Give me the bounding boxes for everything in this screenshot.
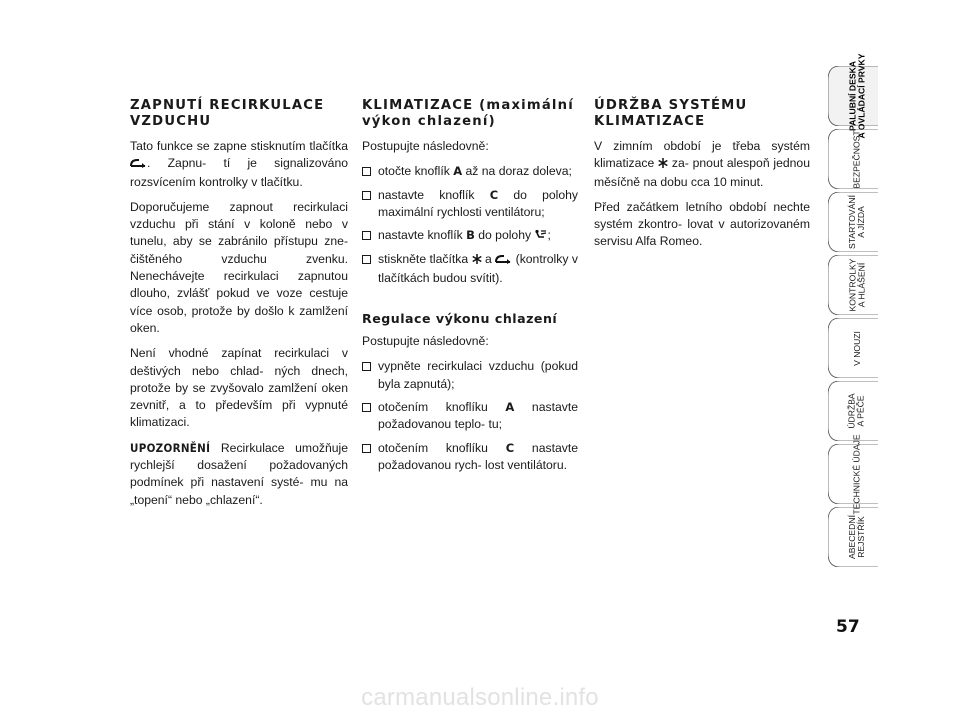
page-number: 57 <box>836 617 860 637</box>
tab-safety[interactable]: BEZPEČNOST <box>828 129 878 189</box>
paragraph-recirculation-note: UPOZORNĚNÍ Recirkulace umožňuje rychlejší dosažení požadovaných podmínek při nastavení systé- mu na „topení“ nebo „chlazení“. <box>130 440 348 507</box>
tab-starting-driving[interactable]: STARTOVÁNÍ A JÍZDA <box>828 192 878 252</box>
column-recirculation <box>130 98 348 517</box>
subheading-cooling-control: Regulace výkonu chlazení <box>362 311 558 327</box>
heading-recirculation: ZAPNUTÍ RECIRKULACE VZDUCHU <box>130 98 325 129</box>
tab-emergency[interactable]: V NOUZI <box>828 318 878 378</box>
heading-air-conditioning-max: KLIMATIZACE (maximální výkon chlazení) <box>362 98 574 129</box>
tab-technical-data[interactable]: TECHNICKÉ ÚDAJE <box>828 444 878 504</box>
heading-maintenance: ÚDRŽBA SYSTÉMU KLIMATIZACE <box>594 98 748 129</box>
face-vent-icon <box>534 228 547 245</box>
tab-maintenance-care[interactable]: ÚDRŽBA A PÉČE <box>828 381 878 441</box>
paragraph-cooling-intro: Postupujte následovně: <box>362 334 489 349</box>
recirculation-icon <box>495 252 512 269</box>
list-item: otočením knoflíku A nastavte požadovanou teplo- tu; <box>362 399 578 434</box>
paragraph-recirculation-advice: Doporučujeme zapnout recirkulaci vzduchu při stání v koloně nebo v tunelu, aby se zabránilo přístupu zne- čištěného vzduchu zvenku. Nenechávejte recirkulaci zapnutou dlouho, zvlášť pokud ve voze cestuje více osob, protože by došlo k zamlžení oken. <box>130 199 348 335</box>
list-ac-steps <box>362 163 578 287</box>
list-item: vypněte recirkulaci vzduchu (pokud byla zapnutá); <box>362 358 578 393</box>
list-item: otočením knoflíku C nastavte požadovanou rych- lost ventilátoru. <box>362 440 578 475</box>
list-item: otočte knoflík A až na doraz doleva; <box>362 163 578 180</box>
paragraph-ac-intro: Postupujte následovně: <box>362 139 489 153</box>
paragraph-recirculation-intro: Tato funkce se zapne stisknutím tlačítka . Zapnu- tí je signalizováno rozsvícením kontrolky v tlačítku. <box>130 139 348 189</box>
list-item: nastavte knoflík C do polohy maximální rychlosti ventilátoru; <box>362 187 578 222</box>
paragraph-recirculation-warning-rain: Není vhodné zapínat recirkulaci v deštivých nebo chlad- ných dnech, protože by se zvyšovalo zamlžení oken zevnitř, a to především při vypnuté klimatizaci. <box>130 346 348 430</box>
list-cooling-steps <box>362 358 578 474</box>
chapter-tabs <box>828 53 878 570</box>
list-item: stiskněte tlačítka a (kontrolky v tlačítkách budou svítit). <box>362 251 578 287</box>
snowflake-icon <box>472 252 482 269</box>
recirculation-icon <box>130 156 147 173</box>
tab-warning-lights[interactable]: KONTROLKY A HLÁŠENÍ <box>828 255 878 315</box>
paragraph-maintenance-summer: Před začátkem letního období nechte systém zkontro- lovat v autorizovaném servisu Alfa Romeo. <box>594 199 810 249</box>
tab-index[interactable]: ABECEDNÍ REJSTŘÍK <box>828 507 878 567</box>
paragraph-maintenance-winter: V zimním období je třeba systém klimatizace za- pnout alespoň jednou měsíčně na dobu cca 10 minut. <box>594 139 810 189</box>
list-item: nastavte knoflík B do polohy ; <box>362 227 578 245</box>
warning-label: UPOZORNĚNÍ <box>130 440 211 455</box>
column-maintenance <box>594 98 810 259</box>
tab-dashboard-controls[interactable]: PALUBNÍ DESKA A OVLÁDACÍ PRVKY <box>828 66 878 126</box>
column-air-conditioning <box>362 98 578 480</box>
snowflake-icon <box>658 156 668 173</box>
watermark: carmanualsonline.info <box>361 684 599 711</box>
